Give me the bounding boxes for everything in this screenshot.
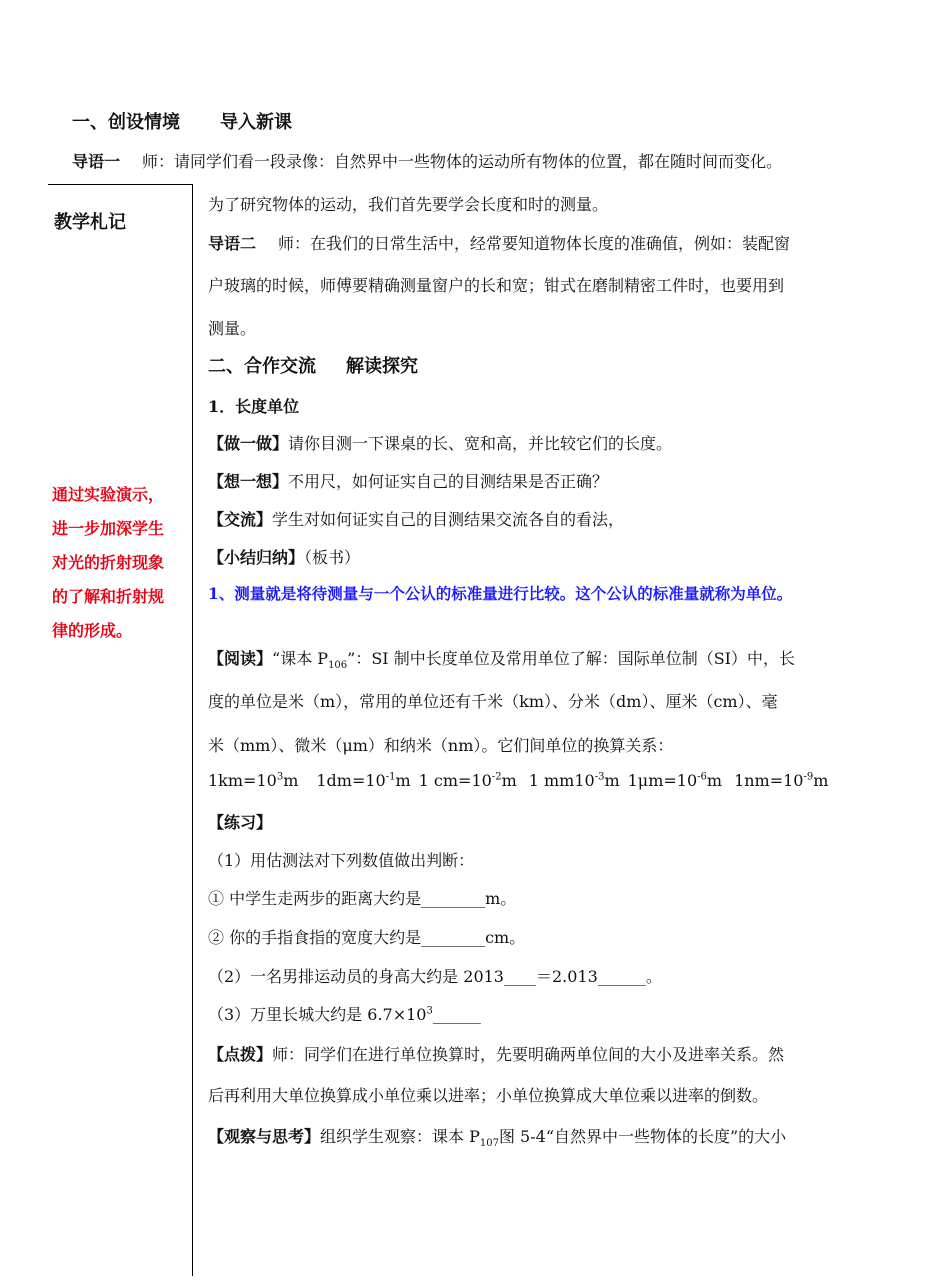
conversion-unit: m (501, 771, 517, 790)
q1b-text: ② 你的手指食指的宽度大约是 (208, 928, 422, 947)
q1a-text: ① 中学生走两步的距离大约是 (208, 889, 422, 908)
conversion-item (628, 771, 722, 790)
do-line (208, 431, 672, 454)
think-line (208, 469, 608, 492)
tip-label: 【点拨】 (208, 1045, 273, 1064)
conversion-exp: 3 (276, 771, 284, 783)
reading-line1 (208, 646, 795, 671)
practice-q3 (208, 1002, 481, 1025)
observe-page: 107 (479, 1138, 499, 1150)
definition-line: 1、测量就是将待测量与一个公认的标准量进行比较。这个公认的标准量就称为单位。 (208, 584, 793, 603)
answer-blank[interactable]: ________ (421, 889, 486, 908)
section1-heading-b: 导入新课 (220, 112, 292, 133)
summary-line (208, 545, 360, 568)
intro2-label: 导语二 (208, 234, 257, 253)
intro1-line2: 为了研究物体的运动，我们首先要学会长度和时的测量。 (208, 195, 609, 214)
summary-text: （板书） (304, 548, 361, 567)
conversion-unit: m (706, 771, 723, 790)
intro1-label: 导语一 (72, 152, 121, 171)
sidebar-title: 教学札记 (54, 212, 126, 233)
sidebar-note-line: 的了解和折射规 (52, 587, 165, 606)
q3-text: （3）万里长城大约是 6.7×10 (208, 1005, 427, 1024)
sidebar-note (52, 478, 187, 648)
answer-blank[interactable]: ________ (421, 928, 486, 947)
tip-line1 (208, 1042, 784, 1065)
q2-text: （2）一名男排运动员的身高大约是 2013 (208, 967, 504, 986)
reading-line3: 米（mm）、微米（μm）和纳米（nm）。它们间单位的换算关系： (208, 736, 674, 755)
reading-ref-page: 106 (328, 660, 348, 672)
conversion-exp: -6 (697, 771, 707, 783)
conversion-exp: -1 (385, 771, 396, 783)
practice-q1: （1）用估测法对下列数值做出判断： (208, 851, 475, 870)
practice-q2 (208, 964, 662, 987)
think-text: 不用尺，如何证实自己的目测结果是否正确？ (288, 472, 609, 491)
q2-end: 。 (645, 967, 662, 986)
reading-label: 【阅读】 (208, 649, 273, 668)
intro1-text: 师：请同学们看一段录像：自然界中一些物体的运动所有物体的位置，都在随时间而变化。 (142, 152, 783, 171)
margin-top-rule (48, 184, 193, 185)
conversion-item (529, 771, 620, 790)
margin-divider (192, 184, 193, 1276)
section2-heading-b: 解读探究 (346, 356, 418, 377)
think-label: 【想一想】 (208, 472, 289, 491)
section2-heading-a: 二、合作交流 (208, 356, 316, 377)
conversion-unit: m (395, 771, 411, 790)
answer-blank[interactable]: ____ (504, 967, 536, 986)
conversion-item (734, 771, 828, 790)
do-label: 【做一做】 (208, 434, 289, 453)
practice-label: 【练习】 (208, 813, 273, 832)
observe-label: 【观察与思考】 (208, 1127, 321, 1146)
intro2-line1 (208, 231, 790, 254)
intro2-text: 师：在我们的日常生活中，经常要知道物体长度的准确值，例如：装配窗 (278, 234, 791, 253)
sidebar-note-line: 律的形成。 (52, 621, 133, 640)
conversion-unit: m (604, 771, 620, 790)
conversion-base: 1μm=10 (627, 771, 698, 790)
section1-heading (72, 108, 292, 134)
answer-blank[interactable]: ______ (597, 967, 646, 986)
practice-q1b (208, 925, 525, 948)
sidebar-note-line: 通过实验演示， (52, 485, 165, 504)
intro2-line3: 测量。 (208, 319, 257, 338)
q1b-unit: cm。 (485, 928, 526, 947)
conversion-base: 1nm=10 (734, 771, 804, 790)
q3-exp: 3 (426, 1005, 433, 1017)
section1-heading-a: 一、创设情境 (72, 112, 180, 133)
subsection-title: 1．长度单位 (208, 397, 300, 416)
intro2-line2: 户玻璃的时候，师傅要精确测量窗户的长和宽；钳式在磨制精密工件时，也要用到 (208, 276, 785, 295)
conversion-exp: -2 (491, 771, 502, 783)
practice-q1a (208, 886, 516, 909)
conversion-base: 1dm=10 (316, 771, 386, 790)
observe-text: 组织学生观察：课本 P (320, 1127, 480, 1146)
sidebar-note-line: 对光的折射现象 (52, 553, 165, 572)
sidebar-note-line: 进一步加深学生 (52, 519, 165, 538)
conversion-item (316, 771, 410, 790)
conversion-base: 1km=10 (208, 771, 277, 790)
section2-heading (208, 352, 418, 378)
do-text: 请你目测一下课桌的长、宽和高，并比较它们的长度。 (288, 434, 673, 453)
conversion-unit: m (813, 771, 829, 790)
tip-text: 师：同学们在进行单位换算时，先要明确两单位间的大小及进率关系。然 (272, 1045, 785, 1064)
conversion-item (419, 771, 517, 790)
answer-blank[interactable]: ______ (432, 1005, 481, 1024)
exchange-line (208, 507, 624, 530)
reading-ref: “课本 P (272, 649, 329, 668)
reading-line2: 度的单位是米（m），常用的单位还有千米（km）、分米（dm）、厘米（cm）、毫 (208, 692, 778, 711)
intro1-line1 (72, 149, 782, 172)
q1a-unit: m。 (485, 889, 517, 908)
reading-text: ”：SI 制中长度单位及常用单位了解：国际单位制（SI）中，长 (347, 649, 795, 668)
observe-text-end: 图 5-4“自然界中一些物体的长度”的大小 (498, 1127, 787, 1146)
summary-label: 【小结归纳】 (208, 548, 305, 567)
conversion-base: 1 mm10 (528, 771, 595, 790)
conversion-item (208, 771, 298, 790)
exchange-label: 【交流】 (208, 510, 273, 529)
tip-line2: 后再利用大单位换算成小单位乘以进率；小单位换算成大单位乘以进率的倒数。 (208, 1086, 769, 1105)
conversions-line (208, 771, 828, 790)
exchange-text: 学生对如何证实自己的目测结果交流各自的看法， (272, 510, 625, 529)
conversion-unit: m (283, 771, 299, 790)
q2-mid: ＝2.013 (536, 967, 598, 986)
conversion-exp: -3 (594, 771, 605, 783)
conversion-exp: -9 (803, 771, 814, 783)
conversion-base: 1 cm=10 (418, 771, 492, 790)
observe-line (208, 1124, 786, 1149)
